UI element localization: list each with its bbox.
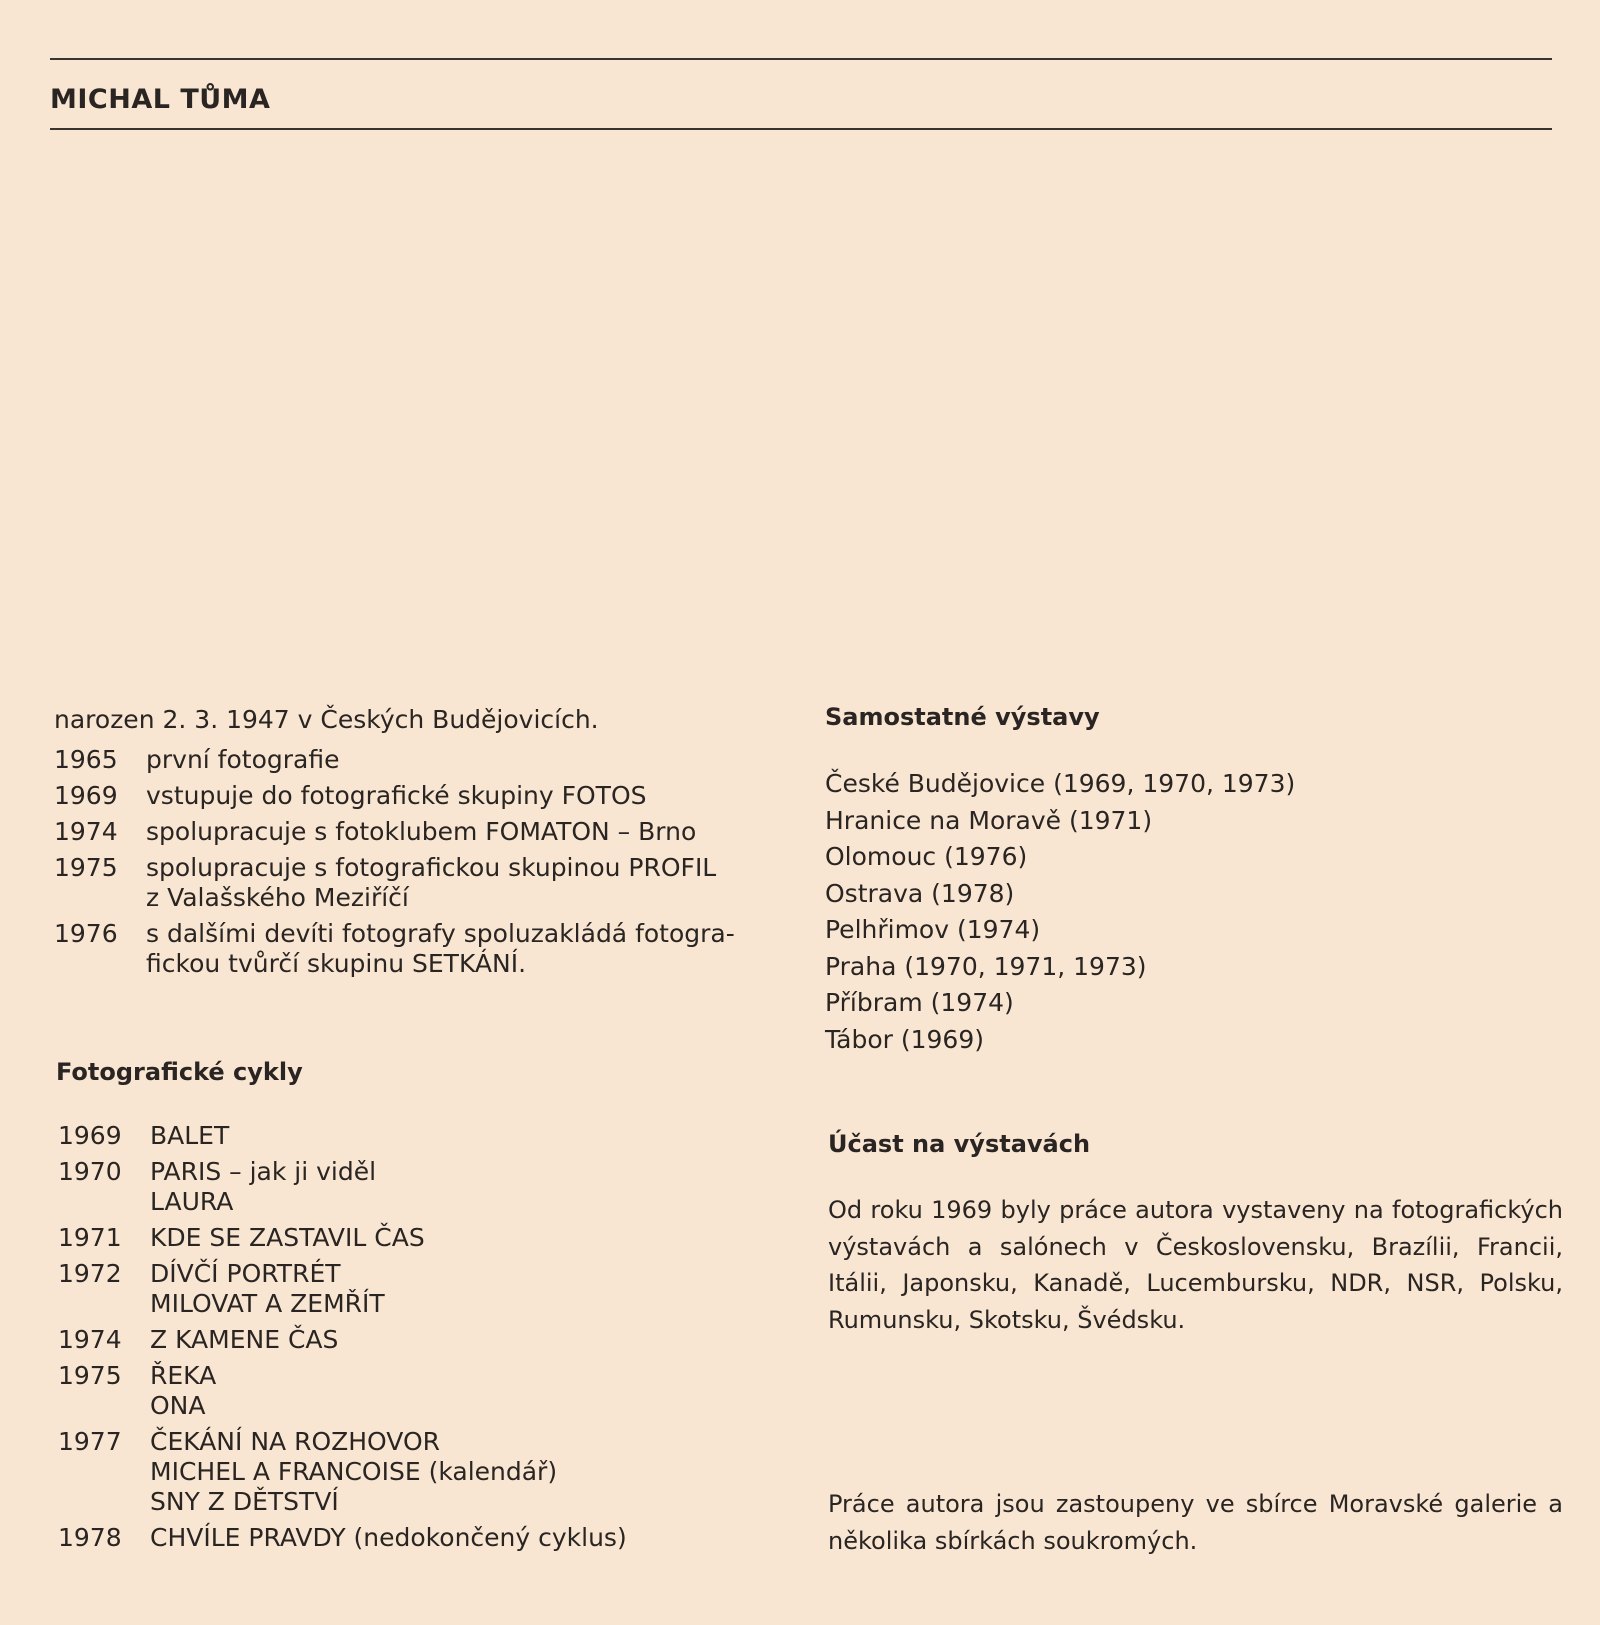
exhibition-item: Ostrava (1978)	[825, 878, 1015, 908]
cycle-title: SNY Z DĚTSTVÍ	[150, 1487, 339, 1516]
cycle-title: ONA	[150, 1391, 206, 1420]
cycle-entry	[58, 1121, 798, 1151]
biography-list	[54, 745, 794, 985]
biography-year: 1976	[54, 919, 118, 948]
exhibition-item: Hranice na Moravě (1971)	[825, 805, 1153, 835]
cycles-list	[58, 1121, 798, 1559]
cycle-title: PARIS – jak ji viděl	[150, 1157, 377, 1186]
cycle-year: 1977	[58, 1427, 122, 1456]
cycle-entry	[58, 1223, 798, 1253]
cycle-year: 1978	[58, 1523, 122, 1552]
cycle-year: 1972	[58, 1259, 122, 1288]
cycle-entry	[58, 1157, 798, 1217]
cycle-year: 1974	[58, 1325, 122, 1354]
participation-text: Od roku 1969 byly práce autora vystaveny na fotografických výstavách a salónech v Československu, Brazílii, Francii, Itálii, Japonsku, Kanadě, Lucembursku, NDR, NSR, Polsku, Rumunsku, Skotsku, Švédsku.	[828, 1196, 1563, 1334]
cycle-year: 1971	[58, 1223, 122, 1252]
exhibition-item: Příbram (1974)	[825, 988, 1014, 1017]
biography-intro: narozen 2. 3. 1947 v Českých Budějovicích.	[54, 705, 599, 734]
biography-text: s dalšími devíti fotografy spoluzakládá fotogra-	[146, 919, 735, 948]
biography-year: 1974	[54, 817, 118, 846]
biography-text: spolupracuje s fotoklubem FOMATON – Brno	[146, 817, 697, 846]
biography-text: z Valašského Meziříčí	[146, 883, 409, 912]
cycle-title: Z KAMENE ČAS	[150, 1325, 339, 1354]
cycle-title: ŘEKA	[150, 1361, 217, 1390]
exhibition-item: České Budějovice (1969, 1970, 1973)	[825, 769, 1296, 798]
cycle-entry	[58, 1427, 798, 1517]
cycle-entry	[58, 1259, 798, 1319]
biography-text: spolupracuje s fotografickou skupinou PROFIL	[146, 853, 717, 882]
biography-year: 1965	[54, 745, 118, 774]
collections-text: Práce autora jsou zastoupeny ve sbírce Moravské galerie a několika sbírkách soukromých.	[828, 1490, 1563, 1555]
cycle-title: LAURA	[150, 1187, 234, 1216]
cycle-title: MILOVAT A ZEMŘÍT	[150, 1289, 385, 1318]
header-bottom-rule	[50, 128, 1552, 130]
biography-entry	[54, 853, 794, 913]
solo-exhibitions-list	[825, 766, 1295, 1058]
cycle-entry	[58, 1325, 798, 1355]
cycle-title: DÍVČÍ PORTRÉT	[150, 1259, 341, 1288]
biography-year: 1975	[54, 853, 118, 882]
cycle-title: ČEKÁNÍ NA ROZHOVOR	[150, 1427, 441, 1456]
biography-entry	[54, 817, 794, 847]
exhibition-item: Pelhřimov (1974)	[825, 915, 1041, 944]
biography-year: 1969	[54, 781, 118, 810]
cycle-title: BALET	[150, 1121, 230, 1150]
cycle-year: 1970	[58, 1157, 122, 1186]
cycle-year: 1969	[58, 1121, 122, 1150]
cycle-title: KDE SE ZASTAVIL ČAS	[150, 1223, 425, 1252]
exhibition-item: Olomouc (1976)	[825, 842, 1028, 871]
cycle-entry	[58, 1361, 798, 1421]
cycles-heading: Fotografické cykly	[56, 1058, 303, 1086]
cycle-year: 1975	[58, 1361, 122, 1390]
biography-entry	[54, 919, 794, 979]
header-top-rule	[50, 58, 1552, 60]
exhibition-item: Tábor (1969)	[825, 1024, 984, 1054]
cycle-title: MICHEL A FRANCOISE (kalendář)	[150, 1457, 558, 1486]
biography-text: první fotografie	[146, 745, 340, 774]
solo-exhibitions-heading: Samostatné výstavy	[825, 703, 1100, 731]
exhibition-item: Praha (1970, 1971, 1973)	[825, 951, 1147, 981]
biography-entry	[54, 781, 794, 811]
biography-text: vstupuje do fotografické skupiny FOTOS	[146, 781, 647, 810]
participation-heading: Účast na výstavách	[828, 1130, 1091, 1158]
author-name: MICHAL TŮMA	[50, 84, 271, 115]
biography-entry	[54, 745, 794, 775]
cycle-entry	[58, 1523, 798, 1553]
cycle-title: CHVÍLE PRAVDY (nedokončený cyklus)	[150, 1523, 627, 1552]
biography-text: fickou tvůrčí skupinu SETKÁNÍ.	[146, 949, 527, 978]
